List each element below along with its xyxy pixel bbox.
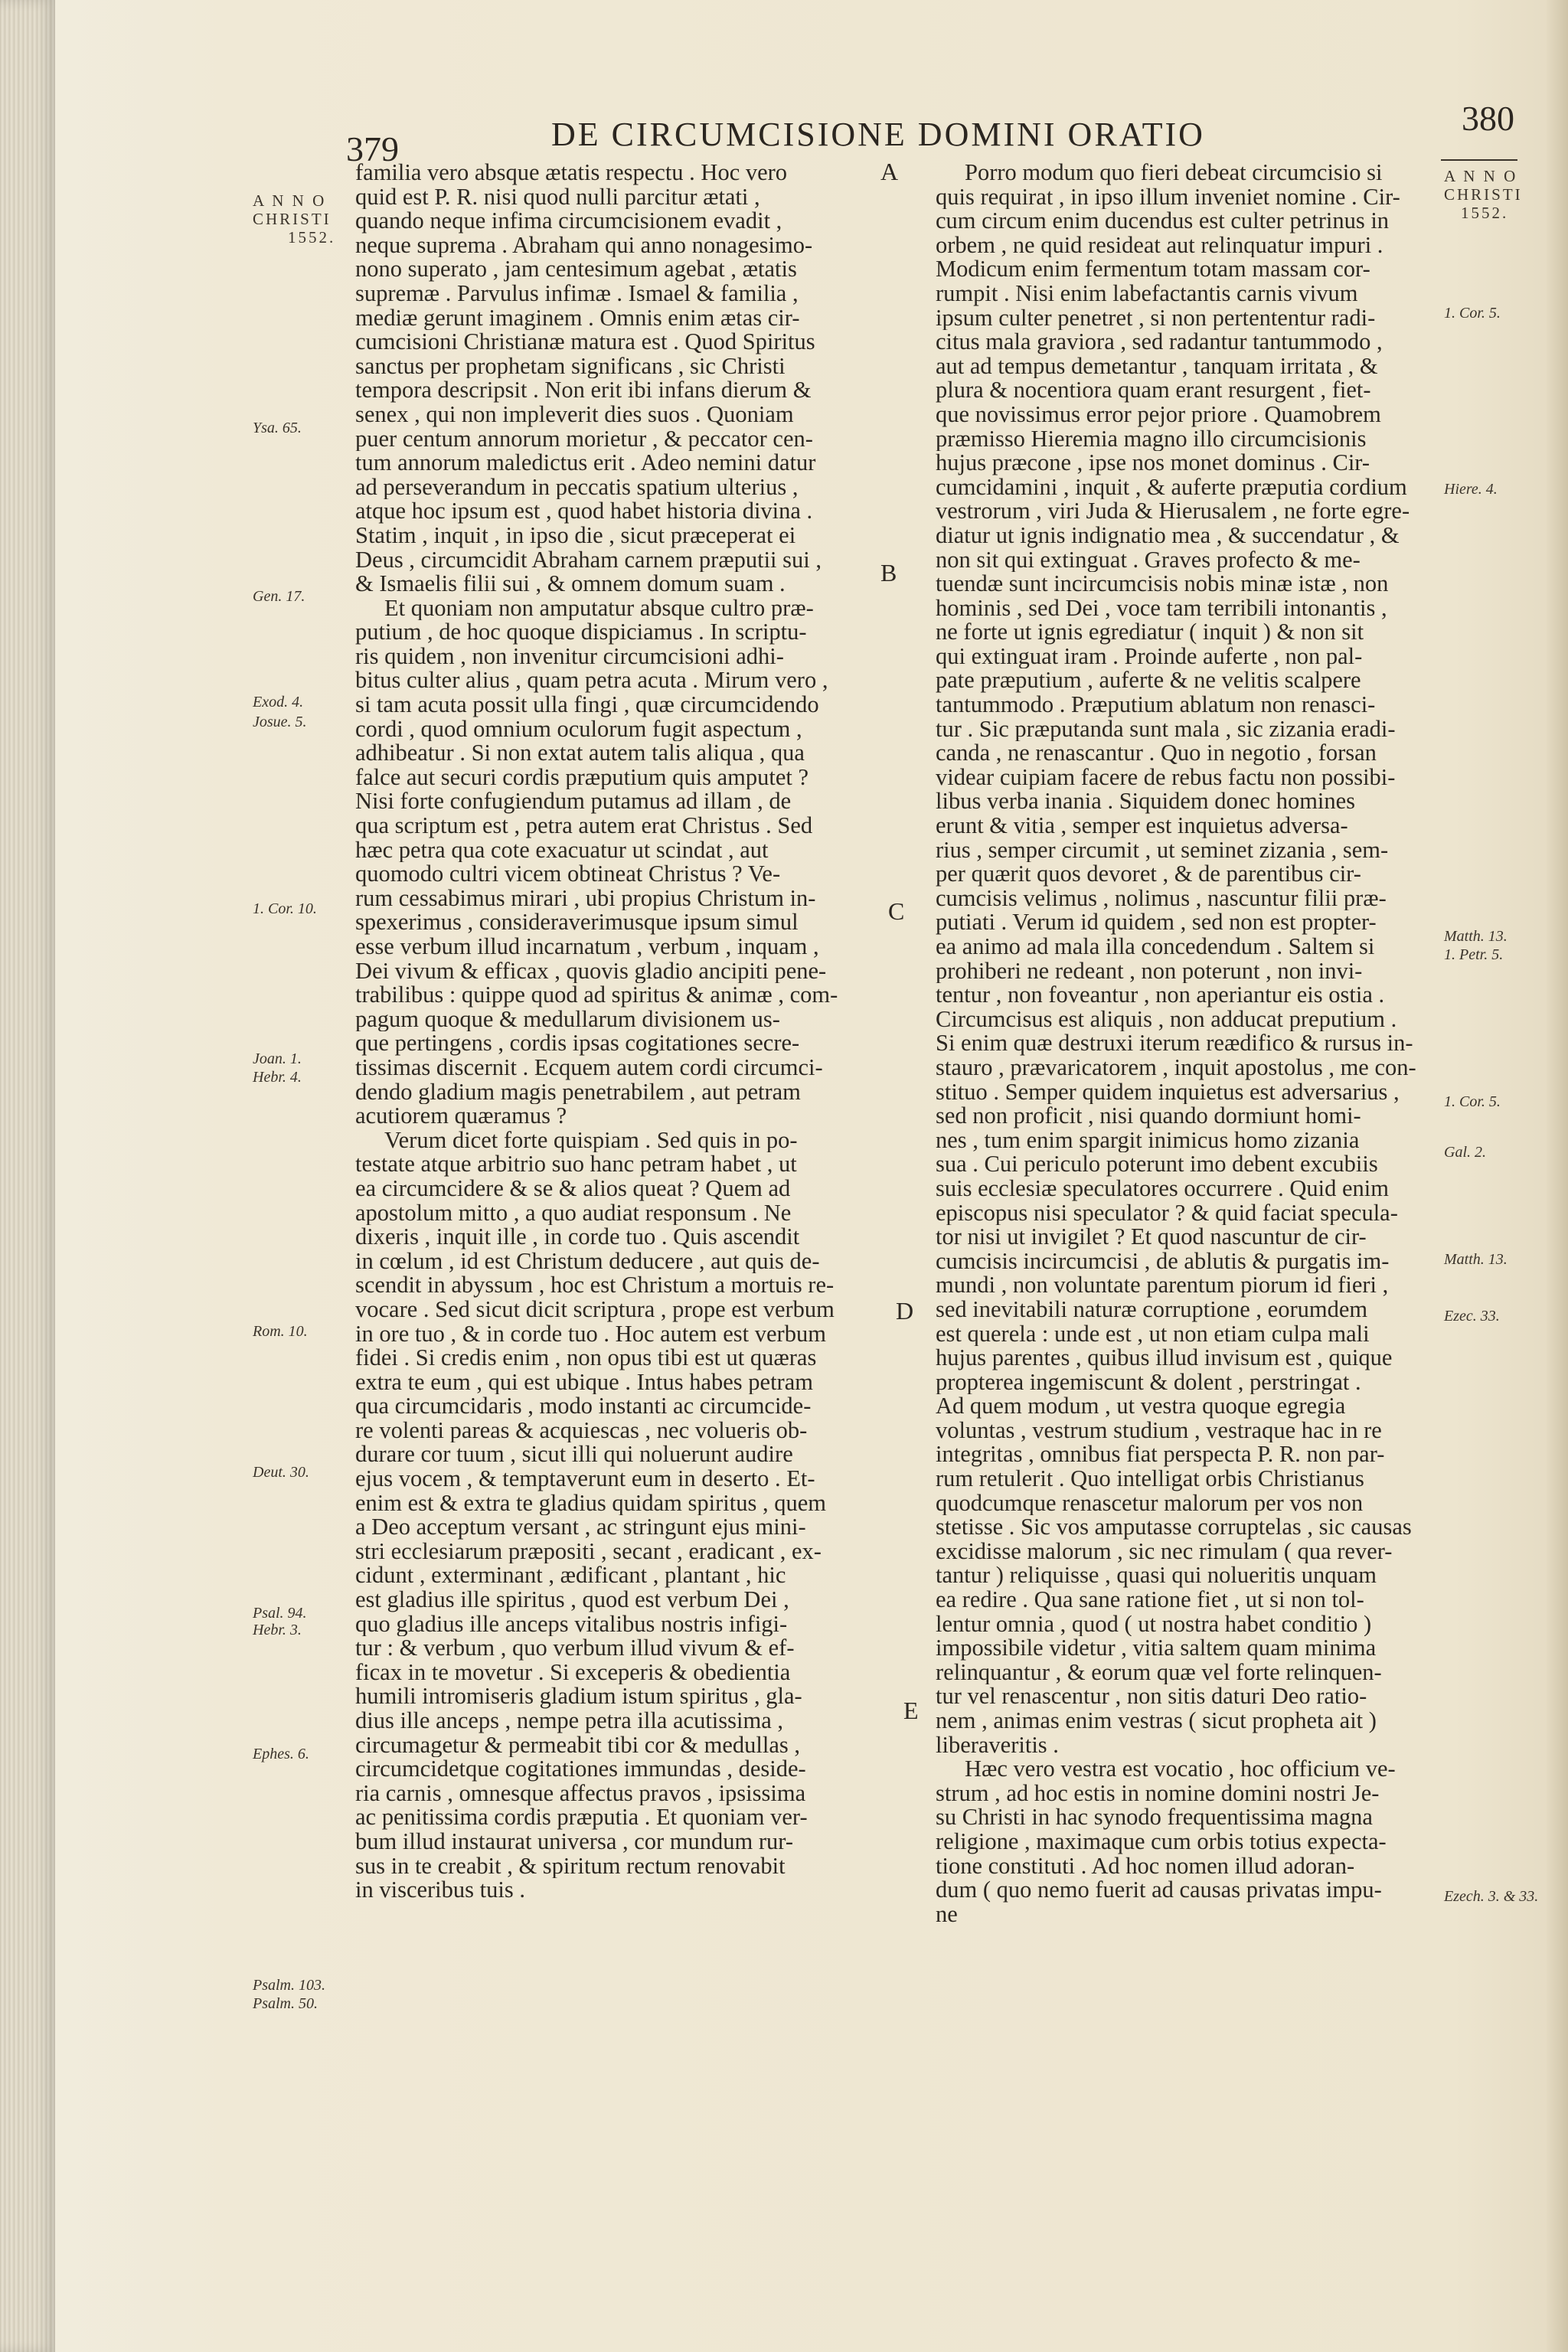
text-line: Modicum enim fermentum totam massam cor- [936, 257, 1370, 282]
text-line: aut ad tempus demetantur , tanquam irritata , & [936, 354, 1378, 379]
right-text-column [936, 161, 1464, 1926]
text-line: dendo gladium magis penetrabilem , aut petram [355, 1080, 801, 1105]
section-letter: B [880, 559, 897, 586]
text-line: bitus culter alius , quam petra acuta . Mirum vero , [355, 668, 828, 694]
text-line: & Ismaelis filii sui , & omnem domum suam . [355, 572, 786, 596]
text-line: Circumcisus est aliquis , non adducat preputium . [936, 1007, 1397, 1032]
text-line: religione , maximaque cum orbis totius expecta- [936, 1829, 1387, 1854]
text-line: Verum dicet forte quispiam . Sed quis in po- [384, 1128, 798, 1153]
margin-ref: Gal. 2. [1444, 1144, 1486, 1161]
margin-ref: Exod. 4. [253, 694, 304, 710]
text-line: tantummodo . Præputium ablatum non renasci- [936, 693, 1376, 717]
section-letter: C [888, 897, 905, 925]
text-line: Statim , inquit , in ipso die , sicut præceperat ei [355, 523, 796, 548]
text-line: videar cuipiam facere de rebus factu non possibi- [936, 765, 1396, 790]
text-line: ria carnis , omnesque affectus pravos , ipsissima [355, 1781, 806, 1806]
text-line: spexerimus , consideraverimusque ipsum simul [355, 910, 799, 935]
text-line: enim est & extra te gladius quidam spiritus , quem [355, 1491, 826, 1516]
text-line: circumagetur & permeabit tibi cor & medullas , [355, 1733, 801, 1758]
text-line: durare cor tuum , sicut illi qui noluerunt audire [355, 1442, 793, 1468]
text-line: hujus præcone , ipse nos monet dominus . Cir- [936, 451, 1370, 475]
text-line: tentur , non foveantur , non aperiantur eis ostia . [936, 983, 1385, 1008]
margin-ref: Rom. 10. [253, 1323, 308, 1340]
text-line: Ad quem modum , ut vestra quoque egregia [936, 1394, 1346, 1419]
text-line: testate atque arbitrio suo hanc petram habet , ut [355, 1152, 797, 1177]
text-line: impossibile videtur , vitia saltem quam minima [936, 1636, 1377, 1661]
margin-ref: Hebr. 3. [253, 1622, 302, 1638]
text-line: supremæ . Parvulus infimæ . Ismael & familia , [355, 281, 799, 306]
text-line: qua circumcidaris , modo instanti ac circumcide- [355, 1394, 812, 1419]
text-line: Deus , circumcidit Abraham carnem præputii sui , [355, 547, 822, 573]
page-number-right: 380 [1462, 99, 1514, 138]
margin-ref: Joan. 1. [253, 1050, 302, 1067]
text-line: sua . Cui periculo poterunt imo debent excubiis [936, 1152, 1378, 1177]
text-line: rius , semper circumit , ut seminet zizania , sem- [936, 838, 1389, 863]
margin-ref: Hiere. 4. [1444, 481, 1498, 498]
text-line: Hæc vero vestra est vocatio , hoc officium ve- [965, 1757, 1396, 1782]
text-line: rumpit . Nisi enim labefactantis carnis vivum [936, 281, 1358, 306]
text-line: cidunt , exterminant , ædificant , plantant , hic [355, 1563, 786, 1589]
text-line: strum , ad hoc estis in nomine domini nostri Je- [936, 1781, 1380, 1806]
text-line: rum cessabimus mirari , ubi propius Christum in- [355, 886, 816, 911]
text-line: episcopus nisi speculator ? & quid faciat specula- [936, 1200, 1398, 1226]
text-line: Nisi forte confugiendum putamus ad illam , de [355, 789, 792, 815]
section-letter: D [896, 1297, 914, 1325]
text-line: cumcisis incircumcisi , de ablutis & purgatis im- [936, 1249, 1390, 1274]
text-line: præmisso Hieremia magno illo circumcisionis [936, 426, 1367, 452]
text-line: ne [936, 1902, 958, 1927]
year-label: 1552. [1461, 204, 1509, 222]
text-line: est querela : unde est , ut non etiam culpa mali [936, 1321, 1370, 1347]
margin-ref: Ephes. 6. [253, 1746, 309, 1762]
text-line: quis requirat , in ipso illum inveniet nomine . Cir- [936, 185, 1400, 210]
text-line: sus in te creabit , & spiritum rectum renovabit [355, 1854, 786, 1879]
text-line: canda , ne renascantur . Quo in negotio , forsan [936, 741, 1377, 766]
margin-ref: Psalm. 103. [253, 1977, 325, 1994]
text-line: esse verbum illud incarnatum , verbum , inquam , [355, 935, 819, 959]
text-line: plura & nocentiora quam erant resurgent , fiet- [936, 378, 1371, 403]
text-line: nes , tum enim spargit inimicus homo zizania [936, 1128, 1360, 1153]
page-number-left: 379 [346, 129, 399, 168]
text-line: sanctus per prophetam significans , sic Christi [355, 354, 786, 379]
text-line: nem , animas enim vestras ( sicut propheta ait ) [936, 1709, 1377, 1733]
text-line: stauro , prævaricatorem , inquit apostolus , me con- [936, 1055, 1416, 1080]
text-line: ris quidem , non invenitur circumcisioni adhi- [355, 644, 784, 669]
text-line: re volenti pareas & acquiescas , nec volueris ob- [355, 1418, 808, 1443]
text-line: ejus vocem , & temptaverunt eum in deserto . Et- [355, 1467, 815, 1491]
text-line: acutiorem quæramus ? [355, 1104, 567, 1129]
text-line: quodcumque renascetur malorum per vos non [936, 1491, 1364, 1516]
margin-ref: Ezech. 3. & 33. [1444, 1888, 1539, 1905]
text-line: stituo . Semper quidem inquietus est adversarius , [936, 1080, 1400, 1105]
margin-ref: Matth. 13. [1444, 1251, 1508, 1268]
text-line: liberaveritis . [936, 1733, 1059, 1758]
text-line: erunt & vitia , semper est inquietus adversa- [936, 814, 1348, 838]
text-line: neque suprema . Abraham qui anno nonagesimo- [355, 233, 813, 258]
margin-ref: 1. Cor. 5. [1444, 305, 1501, 322]
text-line: qui extinguat iram . Proinde auferte , non pal- [936, 644, 1363, 669]
text-line: quando neque infima circumcisionem evadit , [355, 209, 782, 234]
text-line: pagum quoque & medullarum divisionem us- [355, 1007, 780, 1032]
text-line: lentur omnia , quod ( ut nostra habet conditio ) [936, 1612, 1372, 1637]
text-line: ea redire . Qua sane ratione fiet , ut si non tol- [936, 1588, 1364, 1612]
text-line: si tam acuta possit ulla fingi , quæ circumcidendo [355, 693, 819, 717]
text-line: in cœlum , id est Christum deducere , aut quis de- [355, 1249, 820, 1274]
text-line: Si enim quæ destruxi iterum reædifico & rursus in- [936, 1031, 1413, 1056]
text-line: tur . Sic præputanda sunt mala , sic zizania eradi- [936, 717, 1396, 742]
text-line: tione constituti . Ad hoc nomen illud adoran- [936, 1854, 1355, 1879]
text-line: quo gladius ille anceps vitalibus nostris infigi- [355, 1612, 788, 1637]
text-line: Porro modum quo fieri debeat circumcisio si [965, 161, 1383, 185]
margin-ref: Ysa. 65. [253, 420, 302, 436]
text-line: propterea ingemiscunt & dolent , perstringat . [936, 1370, 1361, 1395]
text-line: orbem , ne quid resideat aut relinquatur impuri . [936, 233, 1383, 258]
margin-ref: 1. Petr. 5. [1444, 946, 1504, 963]
text-line: sed non proficit , nisi quando dormiunt homi- [936, 1104, 1361, 1129]
text-line: cumcidamini , inquit , & auferte præputia cordium [936, 475, 1407, 500]
anno-label: A N N O [253, 191, 327, 210]
text-line: ac penitissima cordis præputia . Et quoniam ver- [355, 1805, 808, 1830]
text-line: tempora descripsit . Non erit ibi infans dierum & [355, 378, 812, 403]
text-line: humili intromiseris gladium istum spiritus , gla- [355, 1684, 802, 1709]
text-line: non sit qui extinguat . Graves profecto & me- [936, 547, 1361, 573]
text-line: quid est P. R. nisi quod nulli parcitur ætati , [355, 185, 760, 210]
text-line: ad perseverandum in peccatis spatium ulterius , [355, 475, 799, 500]
margin-ref: Ezec. 33. [1444, 1308, 1500, 1325]
text-line: tor nisi ut invigilet ? Et quod nascuntur de cir- [936, 1225, 1367, 1250]
text-line: circumcidetque cogitationes immundas , deside- [355, 1757, 806, 1782]
text-line: atque hoc ipsum est , quod habet historia divina . [355, 499, 813, 524]
text-line: est gladius ille spiritus , quod est verbum Dei , [355, 1588, 789, 1612]
anno-label: A N N O [1444, 167, 1518, 185]
margin-ref: Matth. 13. [1444, 928, 1508, 945]
text-line: fidei . Si credis enim , non opus tibi est ut quæras [355, 1346, 817, 1370]
text-line: mediæ gerunt imaginem . Omnis enim ætas cir- [355, 305, 800, 331]
text-line: su Christi in hac synodo frequentissima magna [936, 1805, 1373, 1830]
text-line: ea animo ad mala illa concedendum . Saltem si [936, 935, 1375, 959]
text-line: qua scriptum est , petra autem erat Christus . Sed [355, 814, 813, 838]
text-line: stetisse . Sic vos amputasse corruptelas , sic causas [936, 1515, 1412, 1540]
text-line: tantur ) reliquisse , quasi qui nolueritis unquam [936, 1563, 1377, 1589]
christi-label: CHRISTI [253, 210, 332, 228]
text-line: cum circum enim ducendus est culter petrinus in [936, 209, 1390, 234]
text-line: cumcisis velimus , nolimus , nascuntur filii præ- [936, 886, 1387, 911]
text-line: tur vel renascentur , non sitis daturi Deo ratio- [936, 1684, 1367, 1709]
text-line: prohiberi ne redeant , non poterunt , non invi- [936, 959, 1363, 984]
text-line: quomodo cultri vicem obtineat Christus ? Ve- [355, 862, 781, 887]
margin-ref: 1. Cor. 10. [253, 900, 317, 917]
text-line: putium , de hoc quoque dispiciamus . In scriptu- [355, 620, 807, 645]
text-line: integritas , omnibus fiat perspecta P. R. non par- [936, 1442, 1385, 1468]
text-line: sed inevitabili naturæ corruptione , eorumdem [936, 1297, 1368, 1322]
text-line: que novissimus error pejor priore . Quamobrem [936, 402, 1381, 427]
margin-ref: 1. Cor. 5. [1444, 1093, 1501, 1110]
left-text-column [355, 161, 900, 1903]
text-line: rum retulerit . Quo intelligat orbis Christianus [936, 1467, 1364, 1491]
text-line: pate præputium , auferte & ne velitis scalpere [936, 668, 1361, 694]
margin-ref: Psal. 94. [253, 1605, 307, 1622]
text-line: ficax in te movetur . Si exceperis & obedientia [355, 1660, 791, 1685]
text-line: mundi , non voluntate parentum piorum id fieri , [936, 1273, 1389, 1298]
text-line: hujus parentes , quibus illud invisum est , quique [936, 1346, 1393, 1370]
text-line: puer centum annorum morietur , & peccator cen- [355, 426, 813, 452]
text-line: que pertingens , cordis ipsas cogitationes secre- [355, 1031, 800, 1056]
text-line: dius ille anceps , nempe petra illa acutissima , [355, 1709, 783, 1733]
text-line: excidisse malorum , sic nec rimulam ( qua rever- [936, 1539, 1393, 1564]
text-line: Et quoniam non amputatur absque cultro præ- [384, 596, 814, 621]
text-line: ea circumcidere & se & alios queat ? Quem ad [355, 1176, 791, 1201]
margin-ref: Psalm. 50. [253, 1995, 318, 2012]
text-line: tuendæ sunt incircumcisis nobis minæ istæ , non [936, 572, 1389, 596]
text-line: citus mala graviora , sed radantur tantummodo , [936, 330, 1383, 354]
margin-ref: Gen. 17. [253, 588, 305, 605]
text-line: putiati . Verum id quidem , sed non est propter- [936, 910, 1377, 935]
text-line: relinquantur , & eorum quæ vel forte relinquen- [936, 1660, 1382, 1685]
text-line: a Deo acceptum versant , ac stringunt ejus mini- [355, 1515, 806, 1540]
book-page-edges [0, 0, 55, 2352]
margin-ref: Deut. 30. [253, 1464, 309, 1481]
section-letter: A [880, 158, 899, 185]
text-line: vocare . Sed sicut dicit scriptura , prope est verbum [355, 1297, 835, 1322]
margin-ref: Hebr. 4. [253, 1069, 302, 1086]
text-line: apostolum mitto , a quo audiat responsum . Ne [355, 1200, 792, 1226]
text-line: cordi , quod omnium oculorum fugit aspectum , [355, 717, 802, 742]
text-line: diatur ut ignis indignatio mea , & succendatur , & [936, 523, 1400, 548]
margin-ref: Josue. 5. [253, 714, 307, 730]
section-letter: E [903, 1697, 919, 1724]
text-line: dixeris , inquit ille , in corde tuo . Quis ascendit [355, 1225, 800, 1250]
text-line: familia vero absque ætatis respectu . Hoc vero [355, 161, 788, 185]
text-line: tum annorum maledictus erit . Adeo nemini datur [355, 451, 816, 475]
text-line: trabilibus : quippe quod ad spiritus & animæ , com- [355, 983, 838, 1008]
text-line: cumcisioni Christianæ matura est . Quod Spiritus [355, 330, 815, 354]
book-gutter-right [1547, 0, 1568, 2352]
text-line: falce aut securi cordis præputium quis amputet ? [355, 765, 809, 790]
text-line: adhibeatur . Si non extat autem talis aliqua , qua [355, 741, 805, 766]
text-line: suis ecclesiæ speculatores occurrere . Quid enim [936, 1176, 1389, 1201]
text-line: in visceribus tuis . [355, 1878, 525, 1903]
text-line: ipsum culter penetret , si non pertententur radi- [936, 305, 1376, 331]
text-line: voluntas , vestrum studium , vestraque hac in re [936, 1418, 1382, 1443]
margin-year-left [253, 191, 352, 247]
text-line: tissimas discernit . Ecquem autem cordi circumci- [355, 1055, 823, 1080]
text-line: scendit in abyssum , hoc est Christum a mortuis re- [355, 1273, 835, 1298]
running-title: DE CIRCUMCISIONE DOMINI ORATIO [551, 116, 1205, 153]
text-line: Dei vivum & efficax , quovis gladio ancipiti pene- [355, 959, 827, 984]
text-line: vestrorum , viri Juda & Hierusalem , ne forte egre- [936, 499, 1410, 524]
christi-label: CHRISTI [1444, 185, 1523, 204]
text-line: extra te eum , qui est ubique . Intus habes petram [355, 1370, 813, 1395]
text-line: in ore tuo , & in corde tuo . Hoc autem est verbum [355, 1321, 826, 1347]
text-line: libus verba inania . Siquidem donec homines [936, 789, 1356, 815]
text-line: nono superato , jam centesimum agebat , ætatis [355, 257, 797, 282]
text-line: per quærit quos devoret , & de parentibus cir- [936, 862, 1361, 887]
text-line: dum ( quo nemo fuerit ad causas privatas impu- [936, 1878, 1382, 1903]
text-line: bum illud instaurat universa , cor mundum rur- [355, 1829, 793, 1854]
text-line: senex , qui non impleverit dies suos . Quoniam [355, 402, 794, 427]
year-label: 1552. [288, 228, 336, 247]
text-line: tur : & verbum , quo verbum illud vivum & ef- [355, 1636, 795, 1661]
text-line: hæc petra qua cote exacuatur ut scindat , aut [355, 838, 769, 863]
text-line: stri ecclesiarum præpositi , secant , eradicant , ex- [355, 1539, 822, 1564]
text-line: ne forte ut ignis egrediatur ( inquit ) & non sit [936, 620, 1364, 645]
text-line: hominis , sed Dei , voce tam terribili intonantis , [936, 596, 1387, 621]
